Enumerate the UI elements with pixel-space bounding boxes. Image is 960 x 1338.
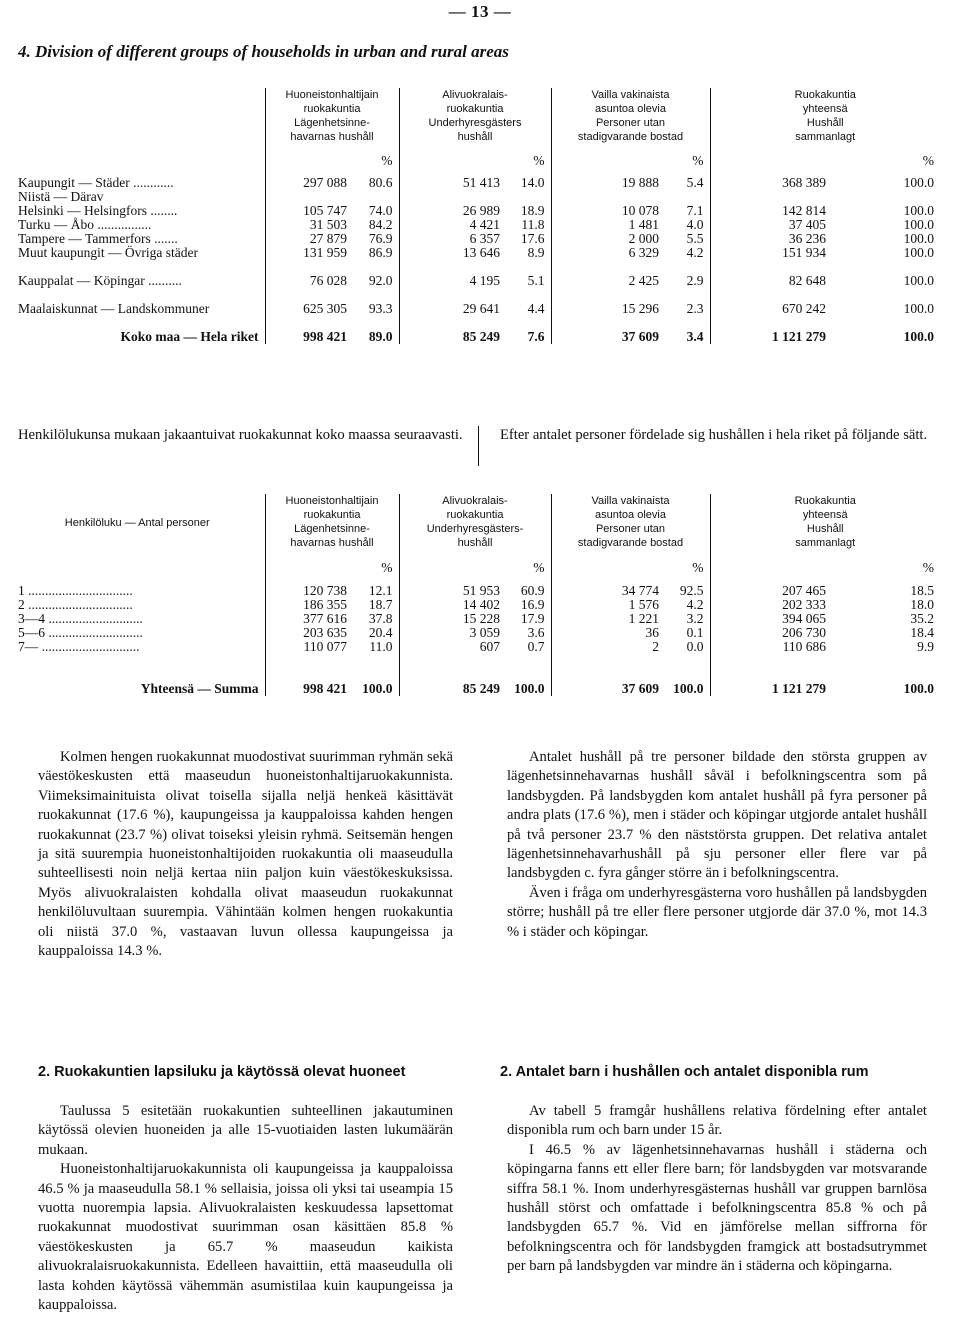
- table-row: [18, 654, 940, 696]
- percent-label: %: [922, 153, 934, 168]
- percent-cell: [504, 190, 551, 204]
- paragraph: Av tabell 5 framgår hushållens relativa fördelning efter antalet disponibla rum och barn under 15 år.: [507, 1103, 927, 1139]
- count-cell: 51 953: [399, 584, 504, 598]
- count-cell: 51 413: [399, 176, 504, 190]
- households-by-area-table: [18, 88, 940, 344]
- table-row: [18, 288, 940, 316]
- percent-cell: 60.9: [520, 583, 545, 598]
- percent-cell: 18.9: [520, 203, 545, 218]
- row-header-persons: Henkilöluku — Antal personer: [64, 517, 210, 529]
- count-cell: 4 421: [399, 218, 504, 232]
- percent-cell: 92.5: [679, 583, 704, 598]
- percent-cell: 11.0: [369, 639, 393, 654]
- percent-cell: 100.0: [903, 175, 934, 190]
- percent-cell: 20.4: [368, 625, 393, 640]
- row-label: Tampere — Tammerfors .......: [18, 231, 178, 246]
- table-row: [18, 598, 940, 612]
- count-cell: 394 065: [710, 612, 830, 626]
- heading-2-fi: 2. Ruokakuntien lapsiluku ja käytössä olevat huoneet: [38, 1064, 406, 1080]
- percent-cell: 100.0: [362, 681, 393, 696]
- row-label: Turku — Åbo ................: [18, 217, 152, 232]
- count-cell: [710, 190, 830, 204]
- count-cell: 1 481: [551, 218, 663, 232]
- percent-cell: 4.4: [527, 301, 545, 316]
- percent-cell: 3.6: [527, 625, 545, 640]
- count-cell: 36: [551, 626, 663, 640]
- percent-cell: 7.1: [686, 203, 704, 218]
- percent-cell: 0.0: [686, 639, 704, 654]
- heading-2-sv: 2. Antalet barn i hushållen och antalet disponibla rum: [500, 1064, 869, 1080]
- count-cell: 1 576: [551, 598, 663, 612]
- count-cell: [551, 190, 663, 204]
- row-label: 2 ...............................: [18, 597, 133, 612]
- count-cell: 2 425: [551, 260, 663, 288]
- intro-sv: Efter antalet personer fördelade sig hushållen i hela riket på följande sätt.: [500, 427, 928, 443]
- count-cell: 85 249: [399, 316, 504, 344]
- table-header-row: [18, 88, 940, 146]
- count-cell: 76 028: [265, 260, 351, 288]
- percent-cell: 18.7: [368, 597, 393, 612]
- row-label: 5—6 ............................: [18, 625, 143, 640]
- percent-cell: 100.0: [903, 329, 934, 344]
- percent-cell: 93.3: [368, 301, 393, 316]
- count-cell: 10 078: [551, 204, 663, 218]
- intro-fi: Henkilölukunsa mukaan jakaantuivat ruokakunnat koko maassa seuraavasti.: [18, 427, 463, 443]
- count-cell: 206 730: [710, 626, 830, 640]
- percent-cell: 5.1: [527, 273, 545, 288]
- table-row: [18, 176, 940, 190]
- column-header-homeless: Vailla vakinaista asuntoa olevia Personer utan stadigvarande bostad: [551, 88, 710, 146]
- count-cell: 186 355: [265, 598, 351, 612]
- count-cell: 31 503: [265, 218, 351, 232]
- count-cell: 297 088: [265, 176, 351, 190]
- percent-cell: 2.9: [686, 273, 704, 288]
- column-header-total: Ruokakuntia yhteensä Hushåll sammanlagt: [710, 88, 940, 146]
- page-number: — 13 —: [448, 2, 512, 21]
- paragraph: Även i fråga om underhyresgästerna voro hushållen på landsbygden större; hushåll på tre eller flere personer utgjorde där 37.0 %, mot 14.3 % i städer och köpingar.: [507, 884, 927, 940]
- percent-cell: 4.2: [686, 597, 704, 612]
- percent-cell: 100.0: [903, 245, 934, 260]
- percent-label: %: [692, 560, 704, 575]
- percent-cell: 86.9: [368, 245, 393, 260]
- count-cell: 85 249: [399, 654, 504, 696]
- count-cell: 37 609: [551, 654, 663, 696]
- count-cell: 82 648: [710, 260, 830, 288]
- percent-cell: 100.0: [903, 203, 934, 218]
- count-cell: 203 635: [265, 626, 351, 640]
- percent-cell: 100.0: [514, 681, 545, 696]
- count-cell: 110 077: [265, 640, 351, 654]
- percent-cell: 14.0: [520, 175, 545, 190]
- percent-cell: 18.4: [910, 625, 934, 640]
- table-row: [18, 260, 940, 288]
- count-cell: 105 747: [265, 204, 351, 218]
- count-cell: 1 221: [551, 612, 663, 626]
- row-label: Maalaiskunnat — Landskommuner: [18, 301, 210, 316]
- count-cell: 29 641: [399, 288, 504, 316]
- percent-cell: 4.2: [686, 245, 704, 260]
- percent-cell: [351, 190, 399, 204]
- column-header-owners: Huoneistonhaltijain ruokakuntia Lägenhetsinne- havarnas hushåll: [265, 88, 399, 146]
- percent-cell: 7.6: [527, 329, 545, 344]
- count-cell: 142 814: [710, 204, 830, 218]
- percent-label: %: [381, 560, 393, 575]
- row-label: Kauppalat — Köpingar ..........: [18, 273, 182, 288]
- count-cell: 15 228: [399, 612, 504, 626]
- text-fi-block: [38, 748, 453, 961]
- percent-cell: 8.9: [527, 245, 545, 260]
- table-row: [18, 232, 940, 246]
- count-cell: [265, 190, 351, 204]
- count-cell: 998 421: [265, 654, 351, 696]
- table-row: [18, 218, 940, 232]
- percent-header-row: [18, 552, 940, 584]
- row-label: Helsinki — Helsingfors ........: [18, 203, 178, 218]
- percent-cell: 4.0: [686, 217, 704, 232]
- count-cell: 607: [399, 640, 504, 654]
- percent-cell: 76.9: [368, 231, 393, 246]
- count-cell: 207 465: [710, 584, 830, 598]
- count-cell: 37 405: [710, 218, 830, 232]
- count-cell: 377 616: [265, 612, 351, 626]
- count-cell: 27 879: [265, 232, 351, 246]
- table-row: [18, 316, 940, 344]
- percent-label: %: [381, 153, 393, 168]
- percent-cell: 18.0: [910, 597, 934, 612]
- section-title: 4. Division of different groups of households in urban and rural areas: [18, 42, 509, 61]
- percent-cell: 9.9: [917, 639, 934, 654]
- percent-cell: 35.2: [910, 611, 934, 626]
- percent-cell: 12.1: [368, 583, 393, 598]
- count-cell: 14 402: [399, 598, 504, 612]
- percent-cell: 80.6: [368, 175, 393, 190]
- percent-cell: 5.5: [686, 231, 704, 246]
- percent-cell: 37.8: [368, 611, 393, 626]
- text2-sv-block: [507, 1102, 927, 1277]
- count-cell: 202 333: [710, 598, 830, 612]
- row-label: Koko maa — Hela riket: [120, 329, 259, 344]
- percent-cell: 3.4: [686, 329, 704, 344]
- percent-cell: 17.6: [520, 231, 545, 246]
- percent-cell: 100.0: [903, 231, 934, 246]
- percent-cell: 100.0: [673, 681, 704, 696]
- table-row: [18, 640, 940, 654]
- percent-cell: 84.2: [368, 217, 393, 232]
- table-row: [18, 204, 940, 218]
- percent-label: %: [692, 153, 704, 168]
- count-cell: 131 959: [265, 246, 351, 260]
- percent-cell: 74.0: [368, 203, 393, 218]
- percent-cell: 2.3: [686, 301, 704, 316]
- percent-cell: 100.0: [903, 217, 934, 232]
- count-cell: 6 329: [551, 246, 663, 260]
- percent-cell: [830, 190, 940, 204]
- count-cell: 6 357: [399, 232, 504, 246]
- percent-cell: 5.4: [686, 175, 704, 190]
- percent-cell: 92.0: [368, 273, 393, 288]
- percent-cell: 11.8: [521, 217, 545, 232]
- count-cell: 34 774: [551, 584, 663, 598]
- count-cell: 37 609: [551, 316, 663, 344]
- paragraph: Taulussa 5 esitetään ruokakuntien suhteellinen jakautuminen käytössä olevien huoneiden ja alle 15-vuotiaiden lasten lukumäärän mukaan.: [38, 1103, 453, 1158]
- row-label: 1 ...............................: [18, 583, 133, 598]
- count-cell: 36 236: [710, 232, 830, 246]
- count-cell: 4 195: [399, 260, 504, 288]
- percent-label: %: [922, 560, 934, 575]
- table-row: [18, 612, 940, 626]
- row-label: 3—4 ............................: [18, 611, 143, 626]
- count-cell: 120 738: [265, 584, 351, 598]
- column-divider: [478, 426, 479, 466]
- percent-cell: 16.9: [520, 597, 545, 612]
- table-row: [18, 584, 940, 598]
- paragraph: Antalet hushåll på tre personer bildade den största gruppen av lägenhetsinnehavarnas hushåll såväl i befolkningscentra som på landsbygden. På landsbygden kom antalet hushåll på fyra personer på andra plats (17.6 %), men i städer och köpingar utgjorde antalet hushåll på två personer 23.7 % den näststörsta gruppen. Det relativa antalet lägenhetsinnehavarhushåll på sju personer eller flere var på landsbygden c. fyra gånger större än i befolkningscentra.: [507, 749, 927, 882]
- column-header-subtenants: Alivuokralais- ruokakuntia Underhyresgästers hushåll: [399, 88, 551, 146]
- table-header-row: [18, 494, 940, 552]
- count-cell: 19 888: [551, 176, 663, 190]
- paragraph: Huoneistonhaltijaruokakunnista oli kaupungeissa ja kauppaloissa 46.5 % ja maaseudulla 58.1 % sellaisia, joissa oli yksi tai useampia 15 vuotta nuorempia lapsia. Alivuokralaisten keskuudessa lapsettomat ruokakunnat muodostivat suurimman osan käsittäen 85.8 % väestökeskusten ja 65.7 % maaseudun kaikista alivuokralaisruokakunnista. Edelleen havaittiin, että maaseudulla oli lasta kohden käytössä vähemmän asumistilaa kuin kaupungeissa ja kauppaloissa.: [38, 1161, 453, 1314]
- column-header-owners: Huoneistonhaltijain ruokakuntia Lägenhetsinne- havarnas hushåll: [265, 494, 399, 552]
- percent-cell: 100.0: [903, 301, 934, 316]
- row-label: Kaupungit — Städer ............: [18, 175, 174, 190]
- households-by-size-table: [18, 494, 940, 696]
- percent-cell: 17.9: [520, 611, 545, 626]
- row-label: Muut kaupungit — Övriga städer: [18, 245, 198, 260]
- paragraph: Kolmen hengen ruokakunnat muodostivat suurimman ryhmän sekä väestökeskusten että maaseudun huoneistonhaltijaruokakunnista. Viimeksimainituista olivat toisella sijalla neljä henkeä käsittävät ruokakunnat (17.6 %), kaupungeissa ja kauppaloissa kahden hengen ruokakunnat (23.7 %) olivat toiseksi yleisin ryhmä. Seitsemän hengen ja sitä suurempia huoneistonhaltijoiden ruokakuntia oli maaseudulla suhteellisesti noin neljä kertaa niin paljon kuin väestökeskuksissa. Myös alivuokralaisten kohdalla olivat maaseudun ruokakunnat henkilöluvultaan suurempia. Vähintään kolmen hengen ruokakuntia oli niistä 37.0 %, vastaavan luvun ollessa kaupungeissa ja kauppaloissa 14.3 %.: [38, 749, 453, 960]
- percent-cell: [663, 190, 710, 204]
- percent-cell: 100.0: [903, 273, 934, 288]
- text2-fi-block: [38, 1102, 453, 1315]
- count-cell: [399, 190, 504, 204]
- count-cell: 998 421: [265, 316, 351, 344]
- count-cell: 625 305: [265, 288, 351, 316]
- paragraph: I 46.5 % av lägenhetsinnehavarnas hushåll i städerna och köpingarna fanns ett eller flere barn; för landsbygden var motsvarande siffra 58.1 %. Inom underhyresgästernas hushåll var gruppen barnlösa hushåll störst och omfattade i befolkningscentra 85.8 % och på landsbygden 65.7 %. Vid en jämförelse mellan siffrorna för befolkningscentra och för landsbygden framgick att bostadsutrymmet per barn på landsbygden var mindre än i städerna och köpingarna.: [507, 1141, 927, 1275]
- column-header-homeless: Vailla vakinaista asuntoa olevia Personer utan stadigvarande bostad: [551, 494, 710, 552]
- count-cell: 1 121 279: [710, 654, 830, 696]
- table-row: [18, 190, 940, 204]
- percent-header-row: [18, 146, 940, 176]
- count-cell: 2 000: [551, 232, 663, 246]
- count-cell: 151 934: [710, 246, 830, 260]
- count-cell: 1 121 279: [710, 316, 830, 344]
- percent-label: %: [533, 153, 545, 168]
- row-label: Yhteensä — Summa: [140, 681, 259, 696]
- count-cell: 2: [551, 640, 663, 654]
- count-cell: 15 296: [551, 288, 663, 316]
- percent-cell: 100.0: [903, 681, 934, 696]
- percent-cell: 0.1: [686, 625, 704, 640]
- column-header-subtenants: Alivuokralais- ruokakuntia Underhyresgästers- hushåll: [399, 494, 551, 552]
- count-cell: 26 989: [399, 204, 504, 218]
- row-label: Niistä — Därav: [18, 189, 104, 204]
- row-label: 7— .............................: [18, 639, 140, 654]
- text-sv-block: [507, 748, 927, 942]
- column-header-total: Ruokakuntia yhteensä Hushåll sammanlagt: [710, 494, 940, 552]
- count-cell: 670 242: [710, 288, 830, 316]
- percent-cell: 89.0: [368, 329, 393, 344]
- table-row: [18, 246, 940, 260]
- count-cell: 110 686: [710, 640, 830, 654]
- table-row: [18, 626, 940, 640]
- count-cell: 368 389: [710, 176, 830, 190]
- count-cell: 3 059: [399, 626, 504, 640]
- count-cell: 13 646: [399, 246, 504, 260]
- percent-label: %: [533, 560, 545, 575]
- percent-cell: 3.2: [686, 611, 704, 626]
- percent-cell: 0.7: [527, 639, 545, 654]
- percent-cell: 18.5: [910, 583, 934, 598]
